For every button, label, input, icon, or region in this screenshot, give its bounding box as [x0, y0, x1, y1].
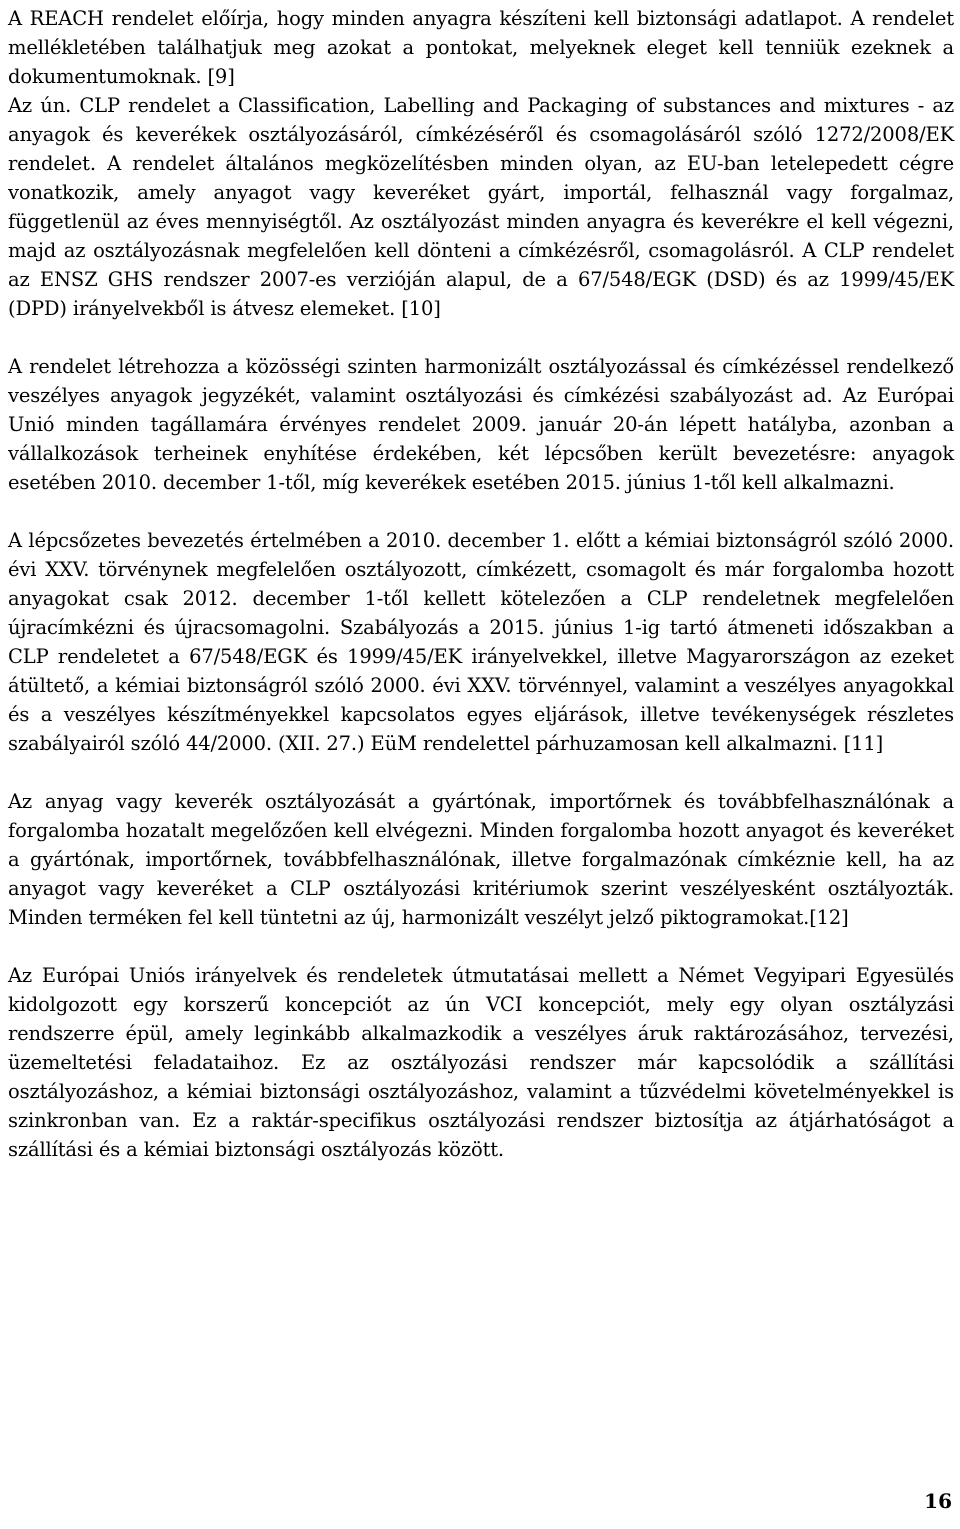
paragraph-spacer	[8, 932, 954, 961]
page-number: 16	[924, 1489, 952, 1513]
document-body	[8, 4, 954, 1164]
paragraph-staged-introduction: A lépcsőzetes bevezetés értelmében a 2010. december 1. előtt a kémiai biztonságról szóló 2000. évi XXV. törvénynek megfelelően osztályozott, címkézett, csomagolt és már forgalomba hozott anyagokat csak 2012. december 1-től kellett kötelezően a CLP rendeletnek megfelelően újracímkézni és újracsomagolni. Szabályozás a 2015. június 1-ig tartó átmeneti időszakban a CLP rendeletet a 67/548/EGK és 1999/45/EK irányelvekkel, illetve Magyarországon az ezeket átültető, a kémiai biztonságról szóló 2000. évi XXV. törvénnyel, valamint a veszélyes anyagokkal és a veszélyes készítményekkel kapcsolatos egyes eljárások, illetve tevékenységek részletes szabályairól szóló 44/2000. (XII. 27.) EüM rendelettel párhuzamosan kell alkalmazni. [11]	[8, 529, 954, 755]
paragraph-vci-concept: Az Európai Uniós irányelvek és rendeletek útmutatásai mellett a Német Vegyipari Egyesülés kidolgozott egy korszerű koncepciót az ún VCI koncepciót, mely egy olyan osztályzási rendszerre épül, amely leginkább alkalmazkodik a veszélyes áruk raktározásához, tervezési, üzemeltetési feladataihoz. Ez az osztályozási rendszer már kapcsolódik a szállítási osztályozáshoz, a kémiai biztonsági osztályozáshoz, valamint a tűzvédelmi követelményekkel is szinkronban van. Ez a raktár-specifikus osztályozási rendszer biztosítja az átjárhatóságot a szállítási és a kémiai biztonsági osztályozás között.	[8, 964, 954, 1161]
paragraph-spacer	[8, 497, 954, 526]
paragraph-reach: A REACH rendelet előírja, hogy minden anyagra készíteni kell biztonsági adatlapot. A rendelet mellékletében találhatjuk meg azokat a pontokat, melyeknek eleget kell tenniük ezeknek a dokumentumoknak. [9]	[8, 7, 954, 88]
paragraph-spacer	[8, 758, 954, 787]
paragraph-classification-obligation: Az anyag vagy keverék osztályozását a gyártónak, importőrnek és továbbfelhasználónak a forgalomba hozatalt megelőzően kell elvégezni. Minden forgalomba hozott anyagot és keveréket a gyártónak, importőrnek, továbbfelhasználónak, illetve forgalmazónak címkéznie kell, ha az anyagot vagy keveréket a CLP osztályozási kritériumok szerint veszélyesként osztályozták. Minden terméken fel kell tüntetni az új, harmonizált veszélyt jelző piktogramokat.[12]	[8, 790, 954, 929]
paragraph-harmonized-classification: A rendelet létrehozza a közösségi szinten harmonizált osztályozással és címkézéssel rendelkező veszélyes anyagok jegyzékét, valamint osztályozási és címkézési szabályozást ad. Az Európai Unió minden tagállamára érvényes rendelet 2009. január 20-án lépett hatályba, azonban a vállalkozások terheinek enyhítése érdekében, két lépcsőben került bevezetésre: anyagok esetében 2010. december 1-től, míg keverékek esetében 2015. június 1-től kell alkalmazni.	[8, 355, 954, 494]
paragraph-spacer	[8, 323, 954, 352]
paragraph-clp-definition: Az ún. CLP rendelet a Classification, Labelling and Packaging of substances and mixtures - az anyagok és keverékek osztályozásáról, címkézéséről és csomagolásáról szóló 1272/2008/EK rendelet. A rendelet általános megközelítésben minden olyan, az EU-ban letelepedett cégre vonatkozik, amely anyagot vagy keveréket gyárt, importál, felhasznál vagy forgalmaz, függetlenül az éves mennyiségtől. Az osztályozást minden anyagra és keverékre el kell végezni, majd az osztályozásnak megfelelően kell dönteni a címkézésről, csomagolásról. A CLP rendelet az ENSZ GHS rendszer 2007-es verzióján alapul, de a 67/548/EGK (DSD) és az 1999/45/EK (DPD) irányelvekből is átvesz elemeket. [10]	[8, 94, 954, 320]
